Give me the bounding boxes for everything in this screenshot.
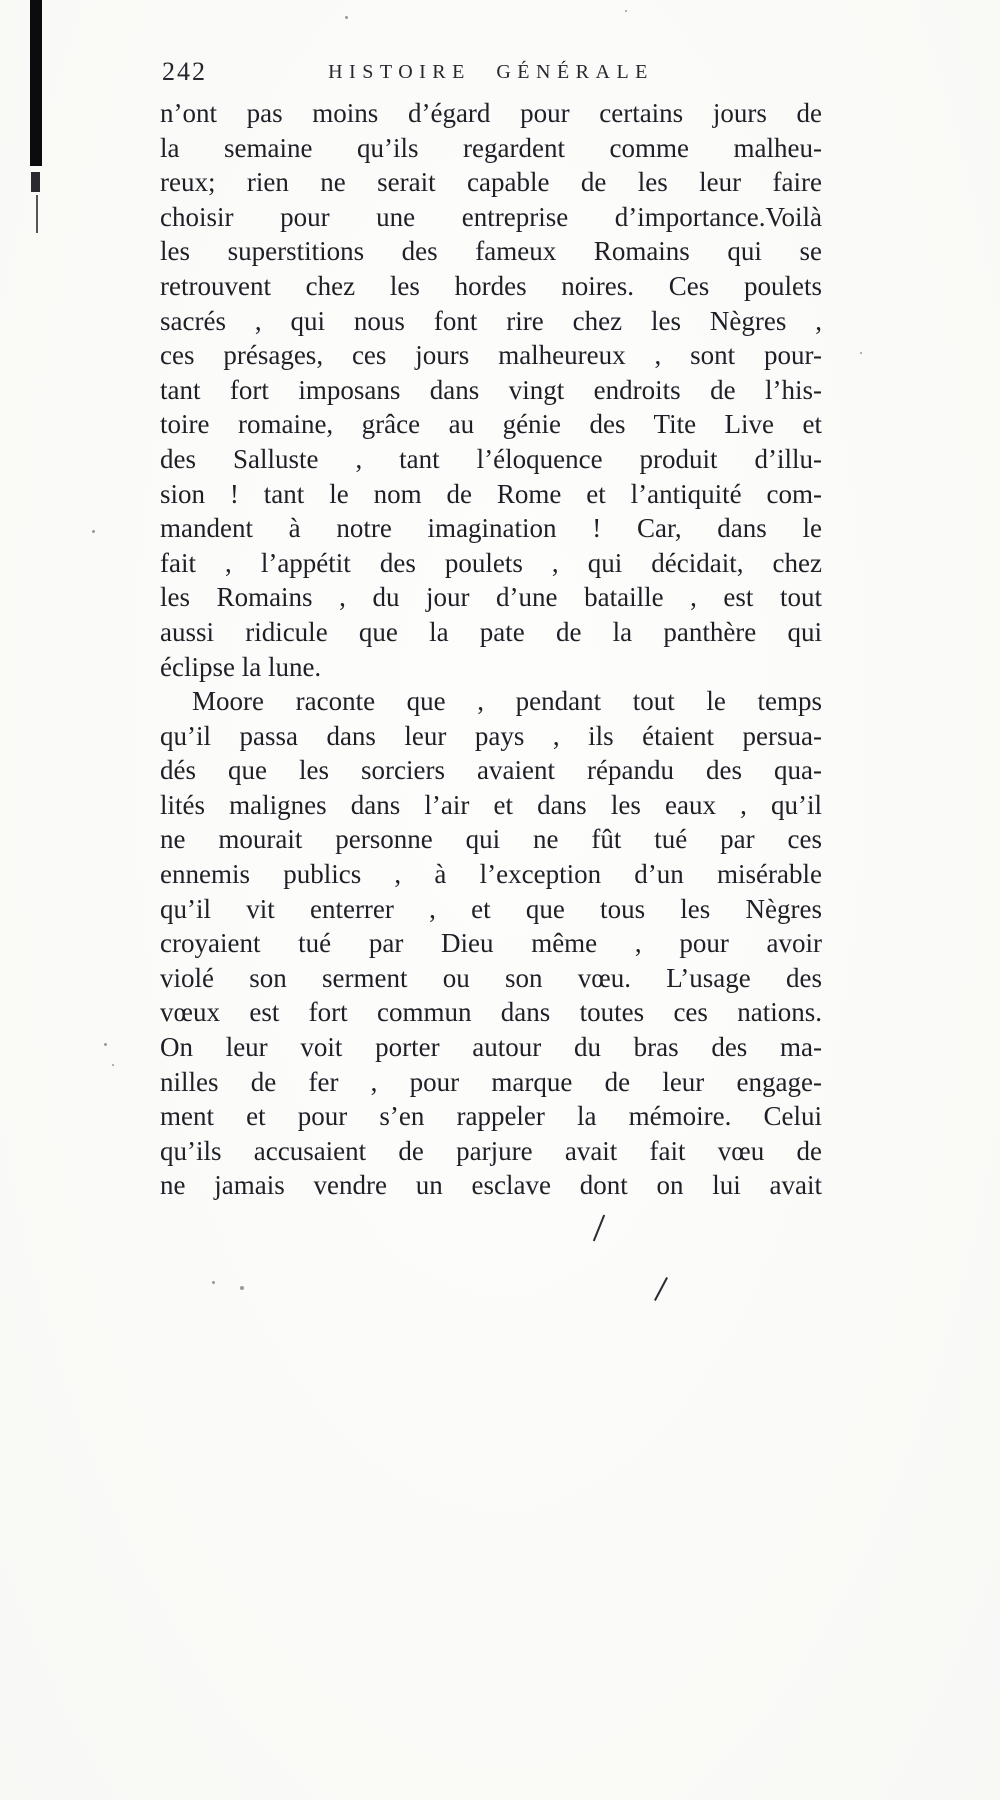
text-line: tant fort imposans dans vingt endroits de l’his-	[160, 374, 822, 405]
text-line: les superstitions des fameux Romains qui se	[160, 236, 822, 267]
binding-shadow	[36, 195, 38, 233]
text-line: qu’il vit enterrer , et que tous les Nègres	[160, 893, 822, 924]
scan-artifact	[345, 16, 348, 19]
text-line: croyaient tué par Dieu même , pour avoir	[160, 928, 822, 959]
running-title: HISTOIRE GÉNÉRALE	[328, 61, 654, 83]
text-line: aussi ridicule que la pate de la panthère qui	[160, 616, 822, 647]
text-line: violé son serment ou son vœu. L’usage des	[160, 962, 822, 993]
scan-artifact	[625, 10, 627, 12]
text-line: reux; rien ne serait capable de les leur faire	[160, 167, 822, 198]
scan-artifact	[212, 1281, 215, 1284]
text-line: qu’ils accusaient de parjure avait fait vœu de	[160, 1135, 822, 1166]
text-line: sacrés , qui nous font rire chez les Nègres ,	[160, 305, 822, 336]
text-line: des Salluste , tant l’éloquence produit d’illu-	[160, 443, 822, 474]
scan-artifact	[112, 1064, 114, 1066]
scan-artifact	[240, 1286, 244, 1290]
text-line: ne jamais vendre un esclave dont on lui avait	[160, 1170, 822, 1201]
text-line: la semaine qu’ils regardent comme malheu-	[160, 132, 822, 163]
text-line: ennemis publics , à l’exception d’un misérable	[160, 859, 822, 890]
text-line: les Romains , du jour d’une bataille , est tout	[160, 582, 822, 613]
text-line: mandent à notre imagination ! Car, dans le	[160, 513, 822, 544]
text-line: fait , l’appétit des poulets , qui décidait, chez	[160, 547, 822, 578]
text-line: sion ! tant le nom de Rome et l’antiquité com-	[160, 478, 822, 509]
text-line: vœux est fort commun dans toutes ces nations.	[160, 997, 822, 1028]
text-line: choisir pour une entreprise d’importance.Voilà	[160, 201, 822, 232]
text-line: Moore raconte que , pendant tout le temps	[192, 686, 822, 717]
scan-artifact	[654, 1277, 668, 1301]
paragraph	[160, 684, 822, 1203]
binding-shadow	[30, 0, 42, 166]
binding-shadow	[31, 172, 40, 192]
paragraph	[160, 96, 822, 684]
scan-artifact	[104, 1043, 107, 1046]
scan-artifact	[860, 352, 862, 354]
text-line: lités malignes dans l’air et dans les eaux , qu’il	[160, 789, 822, 820]
page-number: 242	[162, 57, 207, 86]
text-line: ment et pour s’en rappeler la mémoire. Celui	[160, 1101, 822, 1132]
text-line: toire romaine, grâce au génie des Tite Live et	[160, 409, 822, 440]
text-line: n’ont pas moins d’égard pour certains jours de	[160, 98, 822, 128]
text-line: retrouvent chez les hordes noires. Ces poulets	[160, 270, 822, 301]
scan-artifact	[593, 1215, 605, 1242]
text-line: ne mourait personne qui ne fût tué par ces	[160, 824, 822, 855]
text-line: dés que les sorciers avaient répandu des qua-	[160, 755, 822, 786]
text-line: éclipse la lune.	[160, 651, 322, 682]
text-line: ces présages, ces jours malheureux , sont pour-	[160, 340, 822, 371]
scan-artifact	[92, 530, 95, 533]
page-text	[160, 96, 822, 1203]
text-line: nilles de fer , pour marque de leur engage-	[160, 1066, 822, 1097]
page-header	[160, 54, 822, 94]
text-line: On leur voit porter autour du bras des ma-	[160, 1032, 822, 1063]
text-line: qu’il passa dans leur pays , ils étaient persua-	[160, 720, 822, 751]
